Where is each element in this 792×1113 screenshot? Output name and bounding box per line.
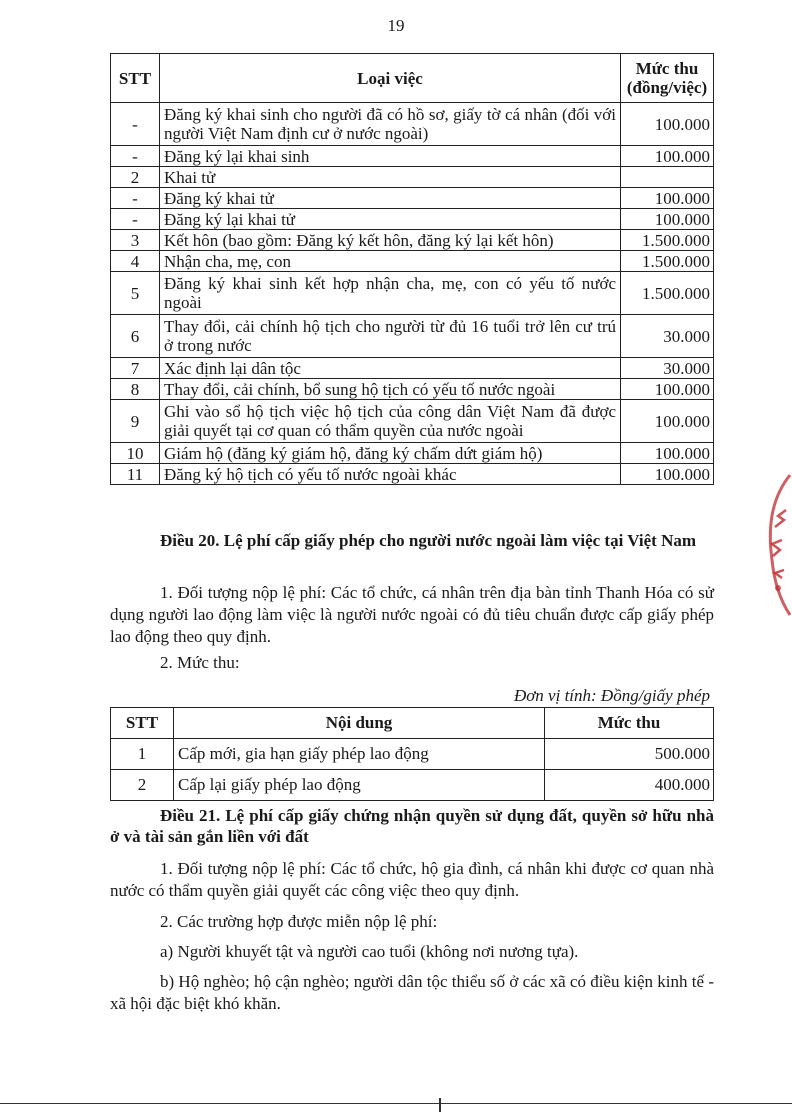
- article-21-para-1: 1. Đối tượng nộp lệ phí: Các tổ chức, hộ gia đình, cá nhân khi được cơ quan nhà nước có thẩm quyền giải quyết các công việc theo quy định.: [110, 859, 714, 900]
- header-muc-thu: Mức thu (đồng/việc): [621, 54, 714, 103]
- row-stt: 11: [111, 464, 160, 485]
- row-description: Đăng ký lại khai tử: [160, 209, 621, 230]
- row-stt: -: [111, 146, 160, 167]
- row-stt: 5: [111, 272, 160, 315]
- row-fee: 500.000: [545, 739, 714, 770]
- work-permit-fee-table: [110, 707, 714, 801]
- table-row: [111, 146, 714, 167]
- header-stt: STT: [111, 54, 160, 103]
- row-stt: -: [111, 103, 160, 146]
- row-fee: 100.000: [621, 146, 714, 167]
- row-fee: 100.000: [621, 400, 714, 443]
- row-stt: 1: [111, 739, 174, 770]
- row-stt: -: [111, 188, 160, 209]
- table-row: [111, 358, 714, 379]
- row-stt: 6: [111, 315, 160, 358]
- header-muc-thu: Mức thu: [545, 708, 714, 739]
- row-description: Cấp lại giấy phép lao động: [174, 770, 545, 801]
- row-fee: 400.000: [545, 770, 714, 801]
- row-stt: 8: [111, 379, 160, 400]
- row-stt: 4: [111, 251, 160, 272]
- page-bottom-tick: [439, 1098, 441, 1112]
- row-description: Thay đổi, cải chính, bổ sung hộ tịch có yếu tố nước ngoài: [160, 379, 621, 400]
- table-row: [111, 770, 714, 801]
- row-stt: 10: [111, 443, 160, 464]
- row-description: Thay đổi, cải chính hộ tịch cho người từ đủ 16 tuổi trở lên cư trú ở trong nước: [160, 315, 621, 358]
- row-fee: 100.000: [621, 188, 714, 209]
- row-stt: 9: [111, 400, 160, 443]
- article-21-para-2: 2. Các trường hợp được miễn nộp lệ phí:: [160, 912, 438, 931]
- table-row: [111, 315, 714, 358]
- row-fee: 100.000: [621, 103, 714, 146]
- page-bottom-rule: [0, 1103, 792, 1104]
- row-stt: 7: [111, 358, 160, 379]
- row-stt: -: [111, 209, 160, 230]
- table-row: [111, 209, 714, 230]
- row-fee: 1.500.000: [621, 251, 714, 272]
- row-fee: 30.000: [621, 358, 714, 379]
- header-loai-viec: Loại việc: [160, 54, 621, 103]
- table-header-row: [111, 54, 714, 103]
- row-fee: 100.000: [621, 464, 714, 485]
- civil-registration-fee-table: [110, 53, 714, 485]
- row-description: Ghi vào sổ hộ tịch việc hộ tịch của công dân Việt Nam đã được giải quyết tại cơ quan có thẩm quyền của nước ngoài: [160, 400, 621, 443]
- row-description: Đăng ký lại khai sinh: [160, 146, 621, 167]
- row-fee: 30.000: [621, 315, 714, 358]
- unit-note: Đơn vị tính: Đồng/giấy phép: [513, 686, 710, 705]
- table-row: [111, 464, 714, 485]
- table-header-row: [111, 708, 714, 739]
- row-fee: 100.000: [621, 443, 714, 464]
- article-21-para-4: b) Hộ nghèo; hộ cận nghèo; người dân tộc thiểu số ở các xã có điều kiện kinh tế - xã hội đặc biệt khó khăn.: [110, 972, 714, 1013]
- article-20-title: Điều 20. Lệ phí cấp giấy phép cho người nước ngoài làm việc tại Việt Nam: [160, 531, 697, 550]
- article-21-para-3: a) Người khuyết tật và người cao tuổi (không nơi nương tựa).: [160, 942, 579, 961]
- row-stt: 3: [111, 230, 160, 251]
- row-description: Cấp mới, gia hạn giấy phép lao động: [174, 739, 545, 770]
- table-row: [111, 400, 714, 443]
- row-description: Đăng ký khai sinh kết hợp nhận cha, mẹ, con có yếu tố nước ngoài: [160, 272, 621, 315]
- row-fee: 100.000: [621, 379, 714, 400]
- table-row: [111, 103, 714, 146]
- table-row: [111, 251, 714, 272]
- header-stt: STT: [111, 708, 174, 739]
- row-stt: 2: [111, 167, 160, 188]
- article-20-para-2: 2. Mức thu:: [160, 653, 240, 672]
- row-description: Nhận cha, mẹ, con: [160, 251, 621, 272]
- row-description: Đăng ký khai tử: [160, 188, 621, 209]
- row-description: Đăng ký khai sinh cho người đã có hồ sơ, giấy tờ cá nhân (đối với người Việt Nam định cư ở nước ngoài): [160, 103, 621, 146]
- row-description: Kết hôn (bao gồm: Đăng ký kết hôn, đăng ký lại kết hôn): [160, 230, 621, 251]
- table-row: [111, 230, 714, 251]
- row-description: Xác định lại dân tộc: [160, 358, 621, 379]
- article-20-para-1: 1. Đối tượng nộp lệ phí: Các tổ chức, cá nhân trên địa bàn tỉnh Thanh Hóa có sử dụng người lao động làm việc là người nước ngoài có đủ tiêu chuẩn được cấp giấy phép lao động theo quy định.: [110, 583, 714, 646]
- row-description: Khai tử: [160, 167, 621, 188]
- table-row: [111, 188, 714, 209]
- table-row: [111, 272, 714, 315]
- row-stt: 2: [111, 770, 174, 801]
- page-number: 19: [387, 16, 405, 35]
- article-21-title: Điều 21. Lệ phí cấp giấy chứng nhận quyền sử dụng đất, quyền sở hữu nhà ở và tài sản gắn liền với đất: [110, 806, 714, 846]
- row-fee: 100.000: [621, 209, 714, 230]
- red-seal-stamp-edge: [760, 470, 792, 620]
- row-fee: 1.500.000: [621, 230, 714, 251]
- table-row: [111, 739, 714, 770]
- row-description: Đăng ký hộ tịch có yếu tố nước ngoài khác: [160, 464, 621, 485]
- table-row: [111, 167, 714, 188]
- table-row: [111, 379, 714, 400]
- header-noi-dung: Nội dung: [174, 708, 545, 739]
- row-fee: 1.500.000: [621, 272, 714, 315]
- row-description: Giám hộ (đăng ký giám hộ, đăng ký chấm dứt giám hộ): [160, 443, 621, 464]
- table-row: [111, 443, 714, 464]
- row-fee: [621, 167, 714, 188]
